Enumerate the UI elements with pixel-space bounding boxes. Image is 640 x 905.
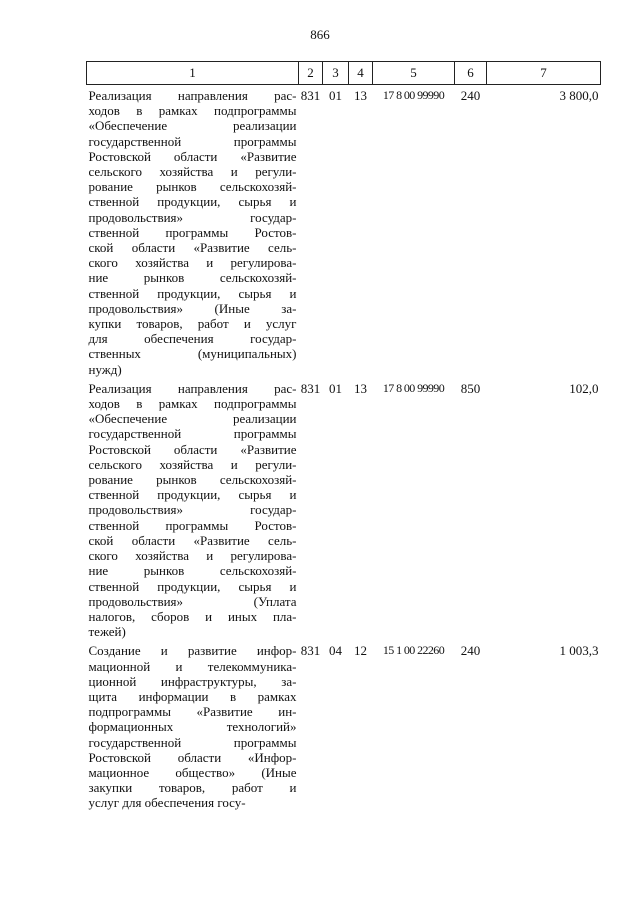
description-line: ской области «Развитие сель-: [88, 532, 297, 548]
description-line: государственной программы: [88, 734, 297, 750]
description-line: продовольствия» (Уплата: [88, 593, 297, 609]
column-header: 6: [455, 62, 487, 85]
description-line: щита информации в рамках: [88, 688, 297, 704]
expense-type-code: 240: [460, 643, 481, 659]
description-line: ственной продукции, сырья и: [88, 487, 297, 503]
column-header: 5: [373, 62, 455, 85]
description-line: ственной программы Ростов-: [88, 224, 297, 240]
description-line: мационной и телекоммуника-: [88, 658, 297, 674]
description-line: ственной программы Ростов-: [88, 517, 297, 533]
description-line: ходов в рамках подпрограммы: [88, 396, 297, 412]
description-line: «Обеспечение реализации: [88, 411, 297, 427]
column-header: 2: [299, 62, 323, 85]
expense-type-code: 240: [460, 88, 481, 103]
description-line: мационное общество» (Иные: [88, 764, 297, 780]
row-description: [87, 85, 299, 381]
amount-value: 102,0: [569, 380, 599, 396]
column-header: 1: [87, 62, 299, 85]
description-line: сельского хозяйства и регули-: [88, 164, 297, 180]
table-body: [87, 85, 601, 815]
description-line: ственной продукции, сырья и: [88, 285, 297, 301]
description-line: услуг для обеспечения госу-: [88, 795, 246, 811]
row-description: [87, 381, 299, 643]
description-line: ходов в рамках подпрограммы: [88, 103, 297, 119]
description-line: ственных (муниципальных): [88, 346, 297, 362]
description-line: налогов, сборов и иных пла-: [88, 608, 297, 624]
description-line: Реализация направления рас-: [88, 380, 297, 396]
page-number: 866: [310, 27, 330, 42]
description-line: ственной продукции, сырья и: [88, 194, 297, 210]
description-line: Ростовской области «Развитие: [88, 148, 297, 164]
subsection-code: 13: [354, 380, 367, 396]
description-line: ционной инфраструктуры, за-: [88, 673, 297, 689]
description-line: продовольствия» государ-: [88, 209, 297, 225]
target-article-code: 15 1 00 22260: [382, 643, 445, 658]
section-code: 01: [329, 88, 342, 103]
description-line: ского хозяйства и регулирова-: [88, 255, 297, 271]
description-line: нужд): [88, 361, 122, 377]
description-line: Создание и развитие инфор-: [88, 643, 297, 659]
description-line: ственной продукции, сырья и: [88, 578, 297, 594]
description-line: тежей): [88, 624, 126, 640]
subsection-code: 12: [354, 643, 367, 659]
ministry-code: 831: [300, 88, 321, 103]
description-line: государственной программы: [88, 426, 297, 442]
description-line: рование рынков сельскохозяй-: [88, 472, 297, 488]
description-line: закупки товаров, работ и: [88, 780, 297, 796]
column-header: 4: [349, 62, 373, 85]
table-row: [87, 85, 601, 381]
description-line: сельского хозяйства и регули-: [88, 456, 297, 472]
amount-value: 1 003,3: [559, 643, 599, 659]
subsection-code: 13: [354, 88, 367, 103]
description-line: ского хозяйства и регулирова-: [88, 548, 297, 564]
description-line: ние рынков сельскохозяй-: [88, 563, 297, 579]
description-line: рование рынков сельскохозяй-: [88, 179, 297, 195]
description-line: государственной программы: [88, 133, 297, 149]
section-code: 01: [329, 380, 342, 396]
description-line: продовольствия» (Иные за-: [88, 300, 297, 316]
target-article-code: 17 8 00 99990: [382, 380, 445, 395]
description-line: Реализация направления рас-: [88, 88, 297, 103]
ministry-code: 831: [300, 380, 321, 396]
amount-value: 3 800,0: [559, 88, 599, 103]
expense-type-code: 850: [460, 380, 481, 396]
description-line: продовольствия» государ-: [88, 502, 297, 518]
description-line: ской области «Развитие сель-: [88, 240, 297, 256]
ministry-code: 831: [300, 643, 321, 659]
section-code: 04: [329, 643, 342, 659]
description-line: для обеспечения государ-: [88, 331, 297, 347]
row-description: [87, 643, 299, 814]
description-line: «Обеспечение реализации: [88, 118, 297, 134]
table-header-row: [87, 62, 601, 85]
table-row: [87, 381, 601, 643]
target-article-code: 17 8 00 99990: [382, 88, 445, 102]
budget-table: [86, 61, 601, 815]
description-line: ние рынков сельскохозяй-: [88, 270, 297, 286]
description-line: Ростовской области «Инфор-: [88, 749, 297, 765]
description-line: Ростовской области «Развитие: [88, 441, 297, 457]
table-row: [87, 643, 601, 814]
description-line: купки товаров, работ и услуг: [88, 316, 297, 332]
column-header: 3: [323, 62, 349, 85]
column-header: 7: [487, 62, 601, 85]
description-line: подпрограммы «Развитие ин-: [88, 704, 297, 720]
description-line: формационных технологий»: [88, 719, 297, 735]
